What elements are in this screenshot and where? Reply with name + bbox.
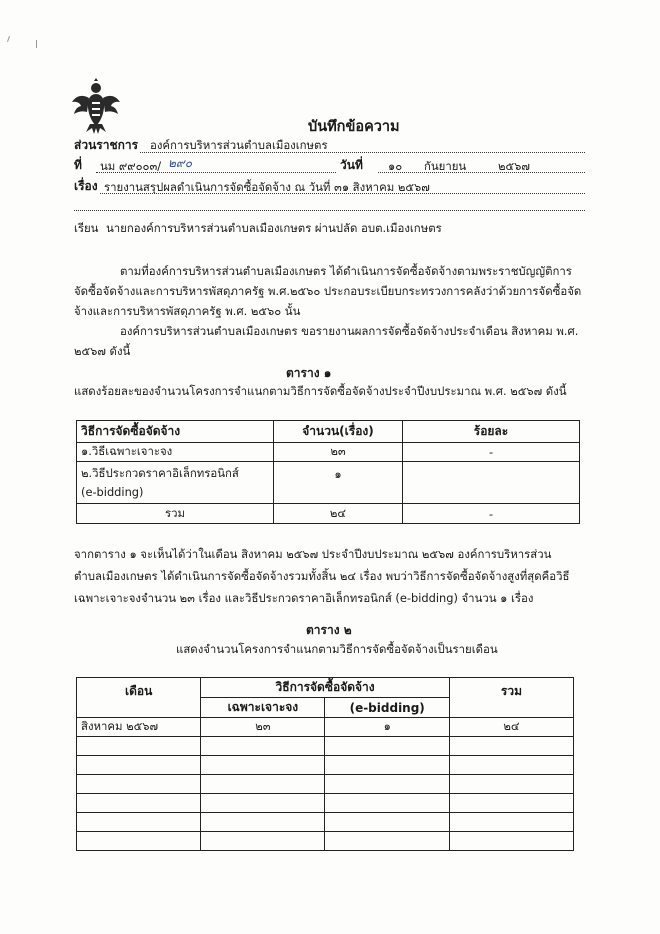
table2-cell [201,737,325,756]
paragraph-3-line-1: จากตาราง ๑ จะเห็นได้ว่าในเดือน สิงหาคม ๒๕๖๗ ประจำปีงบประมาณ ๒๕๖๗ องค์การบริหารส่วน [74,547,552,561]
table2-cell [449,794,573,813]
table2-cell [325,813,449,832]
table2-subheader-ebidding: (e-bidding) [325,698,449,718]
paragraph-3-line-3: เฉพาะเจาะจงจำนวน ๒๓ เรื่อง และวิธีประกวดราคาอิเล็กทรอนิกส์ (e-bidding) จำนวน ๑ เรื่อง [74,591,534,605]
ref-value: นม ๙๙๐๐๓/ [100,159,162,173]
table2-cell [449,832,573,851]
table-row [77,737,574,756]
scan-mark [36,40,37,48]
paragraph-2-line-1: องค์การบริหารส่วนตำบลเมืองเกษตร ขอรายงานผลการจัดซื้อจัดจ้างประจำเดือน สิงหาคม พ.ศ. [120,324,579,338]
table2-cell [325,832,449,851]
table2-cell [449,775,573,794]
ref-dotline [96,172,336,173]
table1-total-percent: - [403,504,580,524]
table2-description: แสดงจำนวนโครงการจำแนกตามวิธีการจัดซื้อจัดจ้างเป็นรายเดือน [176,642,498,656]
subject-dotline [100,193,585,194]
table1-method-line-2: (e-bidding) [81,484,144,499]
table2-header-total: รวม [449,678,573,718]
table1-header-percent: ร้อยละ [403,421,580,443]
table2-caption: ตาราง ๒ [306,623,352,637]
table-row [77,718,574,737]
table2-total-cell: ๒๔ [449,718,573,737]
table2-cell [77,775,201,794]
to-label: เรียน [74,221,99,235]
subject-dotline-2 [74,210,585,211]
table2-cell [201,832,325,851]
agency-dotline [140,152,585,153]
table1-count-cell: ๒๓ [274,443,403,462]
table2-cell [201,756,325,775]
table-row [77,462,580,504]
date-dotline [378,172,585,173]
table2-cell [77,756,201,775]
table2-cell [325,756,449,775]
garuda-emblem-icon [72,78,120,136]
table-row [77,813,574,832]
table-row [77,443,580,462]
table2-specific-cell: ๒๓ [201,718,325,737]
ref-label: ที่ [74,158,82,172]
table2-ebidding-cell: ๑ [325,718,449,737]
paragraph-1-line-2: จัดซื้อจัดจ้างและการบริหารพัสดุภาครัฐ พ.ศ.๒๕๖๐ ประกอบระเบียบกระทรวงการคลังว่าด้วยการจัดซื้อจัด [74,284,582,298]
table1-header-row [77,421,580,443]
table1-caption: ตาราง ๑ [286,366,332,380]
table1-description: แสดงร้อยละของจำนวนโครงการจำแนกตามวิธีการจัดซื้อจัดจ้างประจำปีงบประมาณ พ.ศ. ๒๕๖๗ ดังนี้ [74,384,567,398]
date-month: กันยายน [424,159,467,173]
table1-method-line-1: ๒.วิธีประกวดราคาอิเล็กทรอนิกส์ [81,465,239,480]
table2-cell [201,794,325,813]
agency-value: องค์การบริหารส่วนตำบลเมืองเกษตร [150,138,328,152]
table1-count-cell: ๑ [274,462,403,504]
table2-cell [201,775,325,794]
table1-total-count: ๒๔ [274,504,403,524]
table-row [77,756,574,775]
table-row [77,832,574,851]
subject-value: รายงานสรุปผลดำเนินการจัดซื้อจัดจ้าง ณ วันที่ ๓๑ สิงหาคม ๒๕๖๗ [104,180,430,194]
table2-cell [77,832,201,851]
subject-label: เรื่อง [74,179,98,193]
table2-subheader-specific: เฉพาะเจาะจง [201,698,325,718]
table2-cell [77,794,201,813]
table2-cell [77,737,201,756]
table1-percent-cell: - [403,443,580,462]
table2-cell [449,756,573,775]
table2-cell [325,775,449,794]
table2-header-month: เดือน [77,678,201,718]
table2-header-row [77,678,574,698]
table1-total-label: รวม [77,504,274,524]
table1-header-count: จำนวน(เรื่อง) [274,421,403,443]
paragraph-2-line-2: ๒๕๖๗ ดังนี้ [74,344,131,358]
table2-header-methods: วิธีการจัดซื้อจัดจ้าง [201,678,450,698]
table1-method-cell: ๑.วิธีเฉพาะเจาะจง [77,443,274,462]
agency-label: ส่วนราชการ [74,138,139,152]
table1-method-cell [77,462,274,504]
table-row [77,775,574,794]
paragraph-1-line-3: จ้างและการบริหารพัสดุภาครัฐ พ.ศ. ๒๕๖๐ นั้น [74,304,301,318]
table-row [77,794,574,813]
table2-cell [325,794,449,813]
date-day: ๑๐ [388,159,403,173]
ref-handwritten-number: ๒๙๐ [168,156,193,170]
table1 [76,420,580,524]
date-year: ๒๕๖๗ [498,159,530,173]
table2-cell [449,737,573,756]
paragraph-3-line-2: ตำบลเมืองเกษตร ได้ดำเนินการจัดซื้อจัดจ้างรวมทั้งสิ้น ๒๔ เรื่อง พบว่าวิธีการจัดซื้อจัดจ้างสูงที่สุดคือวิธี [74,569,570,583]
to-value: นายกองค์การบริหารส่วนตำบลเมืองเกษตร ผ่านปลัด อบต.เมืองเกษตร [106,221,442,235]
date-label: วันที่ [340,158,363,172]
table2 [76,677,574,851]
table2-cell [201,813,325,832]
table1-percent-cell [403,462,580,504]
scan-mark [7,36,10,42]
table2-cell [77,813,201,832]
paragraph-1-line-1: ตามที่องค์การบริหารส่วนตำบลเมืองเกษตร ได้ดำเนินการจัดซื้อจัดจ้างตามพระราชบัญญัติการ [120,264,572,278]
table1-header-method: วิธีการจัดซื้อจัดจ้าง [77,421,274,443]
table2-month-cell: สิงหาคม ๒๕๖๗ [77,718,201,737]
table2-cell [449,813,573,832]
memo-title: บันทึกข้อความ [308,119,400,135]
table1-total-row [77,504,580,524]
table2-cell [325,737,449,756]
